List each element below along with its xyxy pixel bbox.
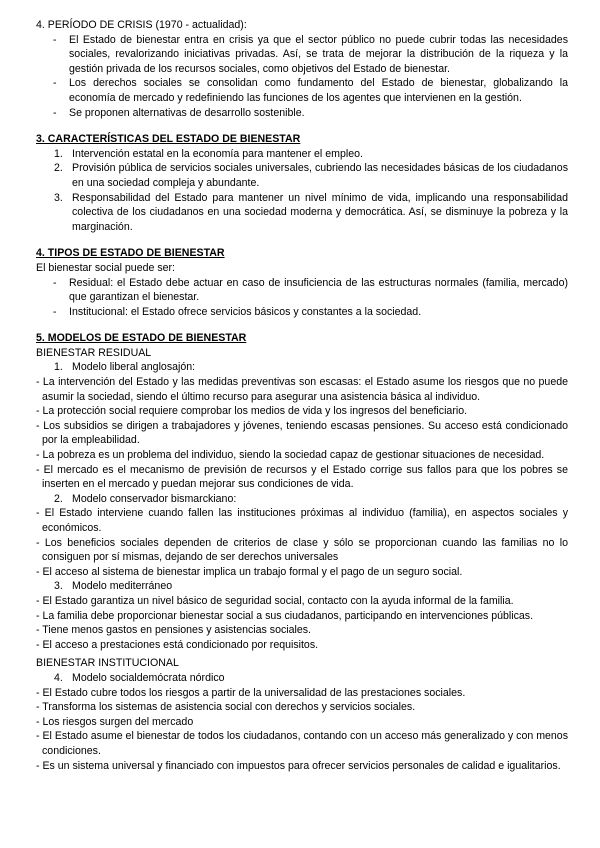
model-title: Modelo socialdemócrata nórdico (72, 671, 225, 684)
list-item: - La intervención del Estado y las medidas preventivas son escasas: el Estado asume los riesgos que no puede asumir la sociedad, siendo el último recurso para asegurar una asistencia básica al individuo. (36, 376, 568, 403)
item-text: Responsabilidad del Estado para mantener un nivel mínimo de vida, implicando una responsabilidad colectiva de los ciudadanos en una sociedad moderna y democrática. Así, se disminuye la pobreza y la marginación. (72, 191, 568, 233)
model4-heading (36, 671, 568, 686)
list-item: - Los subsidios se dirigen a trabajadores y jóvenes, teniendo escasas pensiones. Su acceso está condicionado por la empleabilidad. (36, 419, 568, 447)
list-item: - Es un sistema universal y financiado con impuestos para ofrecer servicios personales de calidad e igualitarios. (36, 759, 561, 772)
document-page (36, 18, 568, 773)
model3-list (36, 594, 568, 652)
section4-list (36, 276, 568, 320)
list-item: - El acceso a prestaciones está condicionado por requisitos. (36, 638, 319, 651)
list-item: - El mercado es el mecanismo de previsión de recursos y el Estado corrige sus fallos para que los pobres se inserten en el mercado y puedan mejorar sus condiciones de vida. (36, 463, 568, 491)
item-number: 2. (54, 162, 63, 175)
list-item: - Transforma los sistemas de asistencia social con derechos y servicios sociales. (36, 701, 416, 714)
item-number: 3. (54, 191, 63, 204)
list-item (36, 191, 568, 235)
list-item: - Los riesgos surgen del mercado (36, 715, 194, 728)
list-item: - Residual: el Estado debe actuar en caso de insuficiencia de las estructuras normales (familia, mercado) que garantizan el bienestar. (36, 276, 568, 305)
section3-heading: 3. CARACTERÍSTICAS DEL ESTADO DE BIENESTAR (36, 133, 301, 146)
list-item: - Tiene menos gastos en pensiones y asistencias sociales. (36, 624, 311, 637)
model4-list (36, 686, 568, 774)
list-item: - El Estado de bienestar entra en crisis ya que el sector público no puede cubrir todas las necesidades sociales, revalorizando iniciativas privadas. Así, se trata de mejorar la distribución de la riqueza y la gestión privada de los recursos sociales, como objetivos del Estado de bienestar. (36, 33, 568, 77)
model-number: 1. (54, 361, 63, 374)
list-item: - Se proponen alternativas de desarrollo sostenible. (36, 106, 568, 121)
section4-intro: El bienestar social puede ser: (36, 261, 175, 274)
list-item: - El acceso al sistema de bienestar implica un trabajo formal y el pago de un seguro social. (36, 565, 463, 578)
item-number: 1. (54, 147, 63, 160)
list-item: - La familia debe proporcionar bienestar social a sus ciudadanos, participando en intervenciones públicas. (36, 609, 534, 622)
list-item: - La protección social requiere comprobar los medios de vida y los ingresos del beneficiario. (36, 405, 468, 418)
list-item: - El Estado cubre todos los riesgos a partir de la universalidad de las prestaciones sociales. (36, 686, 466, 699)
model1-list (36, 375, 568, 492)
list-item: - La pobreza es un problema del individuo, siendo la sociedad capaz de gestionar situaciones de necesidad. (36, 449, 545, 462)
list-item (36, 161, 568, 190)
residual-label: BIENESTAR RESIDUAL (36, 346, 152, 359)
period4-list (36, 33, 568, 121)
list-item: - Institucional: el Estado ofrece servicios básicos y constantes a la sociedad. (36, 305, 568, 320)
list-item: - El Estado garantiza un nivel básico de seguridad social, contacto con la ayuda informal de la familia. (36, 594, 514, 607)
list-item: - Los beneficios sociales dependen de criterios de clase y sólo se proporcionan cuando las familias no lo consiguen por sí mismas, dejando de ser derechos universales (36, 536, 568, 564)
institutional-label: BIENESTAR INSTITUCIONAL (36, 657, 179, 670)
model-title: Modelo mediterráneo (72, 580, 173, 593)
model1-heading (36, 360, 568, 375)
section3-list (36, 147, 568, 235)
list-item: - El Estado asume el bienestar de todos los ciudadanos, contando con un acceso más generalizado y con menos condiciones. (36, 730, 568, 757)
list-item (36, 147, 568, 162)
item-text: Provisión pública de servicios sociales universales, cubriendo las necesidades básicas de los ciudadanos en una sociedad compleja y abundante. (72, 162, 568, 189)
section5-heading: 5. MODELOS DE ESTADO DE BIENESTAR (36, 332, 247, 345)
model-title: Modelo conservador bismarckiano: (72, 492, 237, 505)
model-number: 3. (54, 580, 63, 593)
model2-heading (36, 492, 568, 507)
section4-heading: 4. TIPOS DE ESTADO DE BIENESTAR (36, 247, 225, 260)
model3-heading (36, 579, 568, 594)
model-number: 4. (54, 671, 63, 684)
list-item: - El Estado interviene cuando fallen las instituciones próximas al individuo (familia), en aspectos sociales y económicos. (36, 507, 568, 534)
list-item: - Los derechos sociales se consolidan como fundamento del Estado de bienestar, globalizando la economía de mercado y redefiniendo las funciones de los agentes que intervienen en la gestión. (36, 76, 568, 105)
item-text: Intervención estatal en la economía para mantener el empleo. (72, 147, 363, 160)
model-title: Modelo liberal anglosajón: (72, 361, 196, 374)
period4-title: 4. PERÍODO DE CRISIS (1970 - actualidad): (36, 19, 247, 31)
model2-list (36, 506, 568, 579)
model-number: 2. (54, 492, 63, 505)
